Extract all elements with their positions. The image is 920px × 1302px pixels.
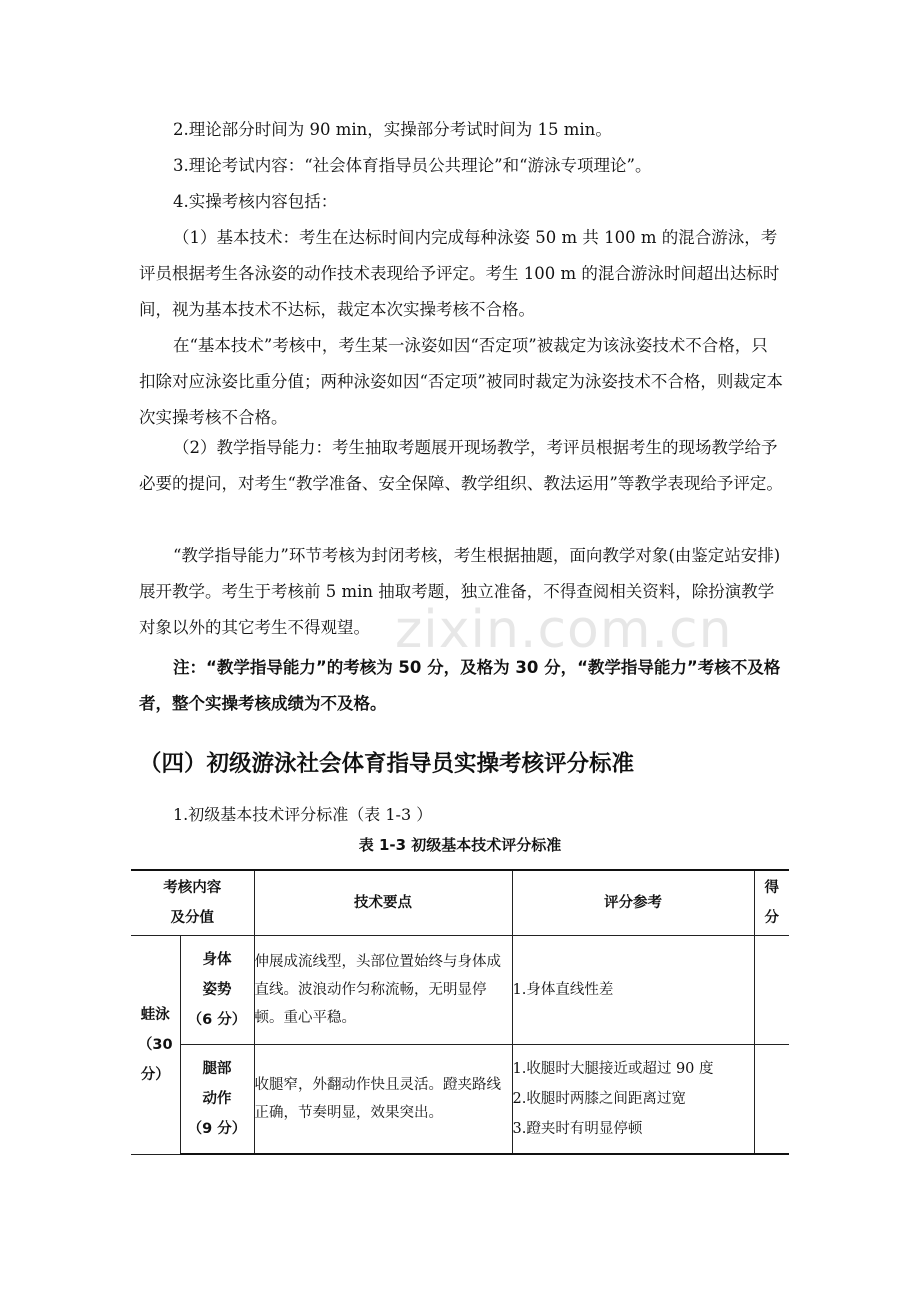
reference-cell: 1.身体直线性差	[512, 936, 754, 1045]
watermark-text: zixin.com.cn	[395, 600, 733, 660]
paragraph-veto-rule: 在“基本技术”考核中，考生某一泳姿如因“否定项”被裁定为该泳姿技术不合格，只扣除对应泳姿比重分值；两种泳姿如因“否定项”被同时裁定为泳姿技术不合格，则裁定本次实操考核不合格。	[139, 336, 783, 427]
item-leg-action: 腿部 动作 （9 分）	[180, 1045, 254, 1155]
scoring-table	[131, 869, 789, 1155]
score-cell	[754, 936, 789, 1045]
section-title: （四）初级游泳社会体育指导员实操考核评分标准	[139, 751, 635, 777]
paragraph-closed-assessment: “教学指导能力”环节考核为封闭考核，考生根据抽题，面向教学对象(由鉴定站安排)展开教学。考生于考核前 5 min 抽取考题，独立准备，不得查阅相关资料，除扮演教学对象以外的其它考生不得观望。	[139, 546, 781, 637]
table-row	[131, 1045, 789, 1155]
reference-cell: 1.收腿时大腿接近或超过 90 度 2.收腿时两膝之间距离过宽 3.蹬夹时有明显停顿	[512, 1045, 754, 1155]
stroke-cell-breaststroke: 蛙泳 （30 分）	[131, 936, 180, 1155]
score-cell	[754, 1045, 789, 1155]
header-scoring-reference: 评分参考	[512, 870, 754, 936]
subheading: 1.初级基本技术评分标准（表 1-3 ）	[173, 805, 433, 824]
header-score: 得 分	[754, 870, 789, 936]
paragraph-teaching-ability: （2）教学指导能力：考生抽取考题展开现场教学，考评员根据考生的现场教学给予必要的提问，对考生“教学准备、安全保障、教学组织、教法运用”等教学表现给予评定。	[139, 438, 783, 493]
paragraph-basic-technique: （1）基本技术：考生在达标时间内完成每种泳姿 50 m 共 100 m 的混合游泳，考评员根据考生各泳姿的动作技术表现给予评定。考生 100 m 的混合游泳时间超出达标时间，视为基本技术不达标，裁定本次实操考核不合格。	[139, 228, 780, 319]
table-header-row	[131, 870, 789, 936]
header-technical-points: 技术要点	[254, 870, 512, 936]
item-body-posture: 身体 姿势 （6 分）	[180, 936, 254, 1045]
requirement-cell: 伸展成流线型，头部位置始终与身体成直线。波浪动作匀称流畅，无明显停顿。重心平稳。	[254, 936, 512, 1045]
paragraph-practical-content: 4.实操考核内容包括：	[173, 192, 338, 211]
note-paragraph: 注：“教学指导能力”的考核为 50 分，及格为 30 分，“教学指导能力”考核不及格者，整个实操考核成绩为不及格。	[139, 658, 781, 713]
paragraph-theory-time: 2.理论部分时间为 90 min，实操部分考试时间为 15 min。	[173, 120, 612, 139]
requirement-cell: 收腿窄，外翻动作快且灵活。蹬夹路线正确，节奏明显，效果突出。	[254, 1045, 512, 1155]
table-caption: 表 1-3 初级基本技术评分标准	[358, 836, 562, 854]
header-content-score: 考核内容 及分值	[131, 870, 254, 936]
paragraph-theory-content: 3.理论考试内容：“社会体育指导员公共理论”和“游泳专项理论”。	[173, 156, 652, 175]
table-row	[131, 936, 789, 1045]
